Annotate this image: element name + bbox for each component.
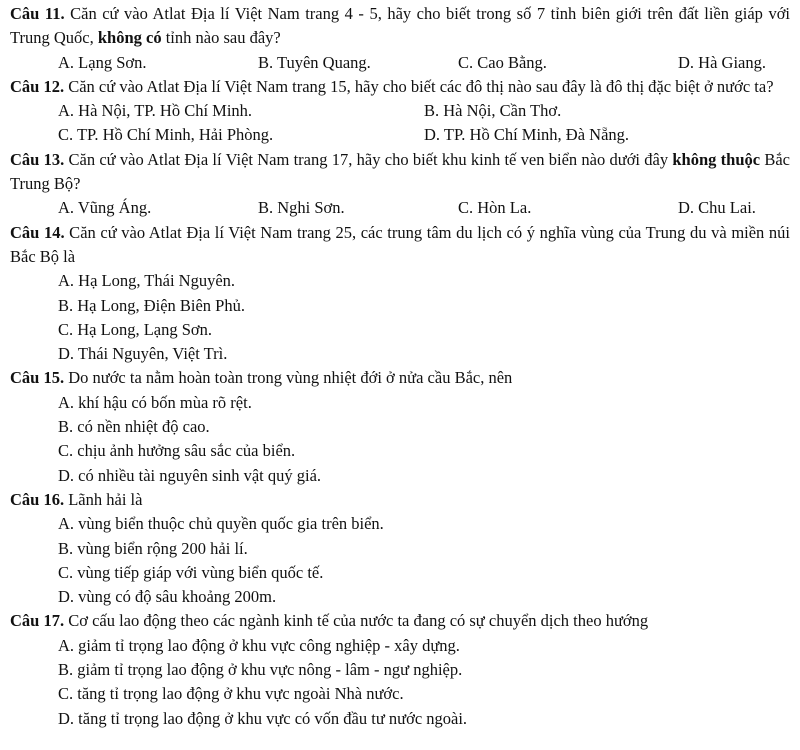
question-11-number: Câu 11. bbox=[10, 4, 65, 23]
question-13-text-end: Bắc Trung Bộ? bbox=[10, 149, 790, 194]
option-a: A. vùng biển thuộc chủ quyền quốc gia trên biển. bbox=[58, 514, 384, 534]
option-d: D. vùng có độ sâu khoảng 200m. bbox=[58, 587, 277, 607]
question-12-options-row-1 bbox=[10, 99, 790, 123]
option-d: D. TP. Hồ Chí Minh, Đà Nẵng. bbox=[424, 125, 630, 145]
option-b: B. giảm tỉ trọng lao động ở khu vực nông - lâm - ngư nghiệp. bbox=[58, 660, 463, 680]
option-b: B. Hạ Long, Điện Biên Phủ. bbox=[58, 295, 245, 315]
question-11-text: Căn cứ vào Atlat Địa lí Việt Nam trang 4 - 5, hãy cho biết trong số 7 tỉnh biên giới trên đất liền giáp với Trung Quốc, bbox=[10, 4, 790, 48]
option-c: C. vùng tiếp giáp với vùng biển quốc tế. bbox=[58, 562, 324, 582]
question-15-stem bbox=[10, 366, 790, 390]
question-13-options bbox=[10, 196, 790, 220]
option-d: D. tăng tỉ trọng lao động ở khu vực có vốn đầu tư nước ngoài. bbox=[58, 708, 468, 728]
question-11-options bbox=[10, 51, 790, 75]
option-a: A. Vũng Áng. bbox=[58, 198, 152, 218]
question-16-stem bbox=[10, 488, 790, 512]
option-a: A. Lạng Sơn. bbox=[58, 52, 147, 72]
option-b: B. Tuyên Quang. bbox=[258, 52, 371, 72]
question-17-stem bbox=[10, 609, 790, 633]
question-11-stem bbox=[10, 2, 790, 51]
option-d: D. Hà Giang. bbox=[678, 52, 766, 72]
option-c: C. Hòn La. bbox=[458, 198, 532, 218]
option-d: D. Thái Nguyên, Việt Trì. bbox=[58, 344, 228, 364]
question-13-text: Căn cứ vào Atlat Địa lí Việt Nam trang 17, hãy cho biết khu kinh tế ven biển nào dưới đây bbox=[64, 149, 673, 169]
question-16 bbox=[10, 488, 790, 609]
option-c: C. Cao Bằng. bbox=[458, 52, 547, 72]
question-17-text: Cơ cấu lao động theo các ngành kinh tế của nước ta đang có sự chuyển dịch theo hướng bbox=[64, 611, 649, 631]
option-c: C. Hạ Long, Lạng Sơn. bbox=[58, 319, 213, 339]
option-c: C. TP. Hồ Chí Minh, Hải Phòng. bbox=[58, 125, 274, 145]
question-12 bbox=[10, 75, 790, 148]
question-14-stem bbox=[10, 221, 790, 270]
question-16-number: Câu 16. bbox=[10, 489, 65, 509]
question-13-stem bbox=[10, 148, 790, 197]
question-16-text: Lãnh hải là bbox=[64, 489, 143, 509]
question-17 bbox=[10, 609, 790, 730]
question-11 bbox=[10, 2, 790, 75]
question-14-text: Căn cứ vào Atlat Địa lí Việt Nam trang 25, các trung tâm du lịch có ý nghĩa vùng của Trung du và miền núi Bắc Bộ là bbox=[10, 222, 791, 266]
question-12-text: Căn cứ vào Atlat Địa lí Việt Nam trang 15, hãy cho biết các đô thị nào sau đây là đô thị đặc biệt ở nước ta? bbox=[64, 76, 774, 96]
option-b: B. có nền nhiệt độ cao. bbox=[58, 417, 210, 437]
question-17-number: Câu 17. bbox=[10, 611, 65, 631]
question-13-keyword: không thuộc bbox=[672, 149, 761, 169]
option-b: B. Nghi Sơn. bbox=[258, 198, 345, 218]
option-a: A. Hà Nội, TP. Hồ Chí Minh. bbox=[58, 101, 253, 121]
option-d: D. có nhiều tài nguyên sinh vật quý giá. bbox=[58, 465, 322, 485]
option-c: C. chịu ảnh hưởng sâu sắc của biển. bbox=[58, 441, 296, 461]
question-15-number: Câu 15. bbox=[10, 368, 65, 388]
question-12-stem bbox=[10, 75, 790, 99]
option-a: A. khí hậu có bốn mùa rõ rệt. bbox=[58, 392, 252, 412]
question-11-keyword: không có bbox=[97, 28, 162, 48]
option-a: A. giảm tỉ trọng lao động ở khu vực công nghiệp - xây dựng. bbox=[58, 635, 460, 655]
question-14 bbox=[10, 221, 790, 367]
question-14-number: Câu 14. bbox=[10, 222, 65, 242]
option-d: D. Chu Lai. bbox=[678, 198, 756, 218]
question-11-text-end: tỉnh nào sau đây? bbox=[161, 28, 281, 48]
question-15-text: Do nước ta nằm hoàn toàn trong vùng nhiệt đới ở nửa cầu Bắc, nên bbox=[64, 368, 513, 388]
question-13 bbox=[10, 148, 790, 221]
option-b: B. vùng biển rộng 200 hải lí. bbox=[58, 538, 248, 558]
question-13-number: Câu 13. bbox=[10, 149, 65, 169]
option-c: C. tăng tỉ trọng lao động ở khu vực ngoài Nhà nước. bbox=[58, 684, 404, 704]
question-12-options-row-2 bbox=[10, 123, 790, 147]
option-a: A. Hạ Long, Thái Nguyên. bbox=[58, 271, 236, 291]
question-15 bbox=[10, 366, 790, 487]
question-12-number: Câu 12. bbox=[10, 76, 65, 96]
option-b: B. Hà Nội, Cần Thơ. bbox=[424, 101, 562, 121]
